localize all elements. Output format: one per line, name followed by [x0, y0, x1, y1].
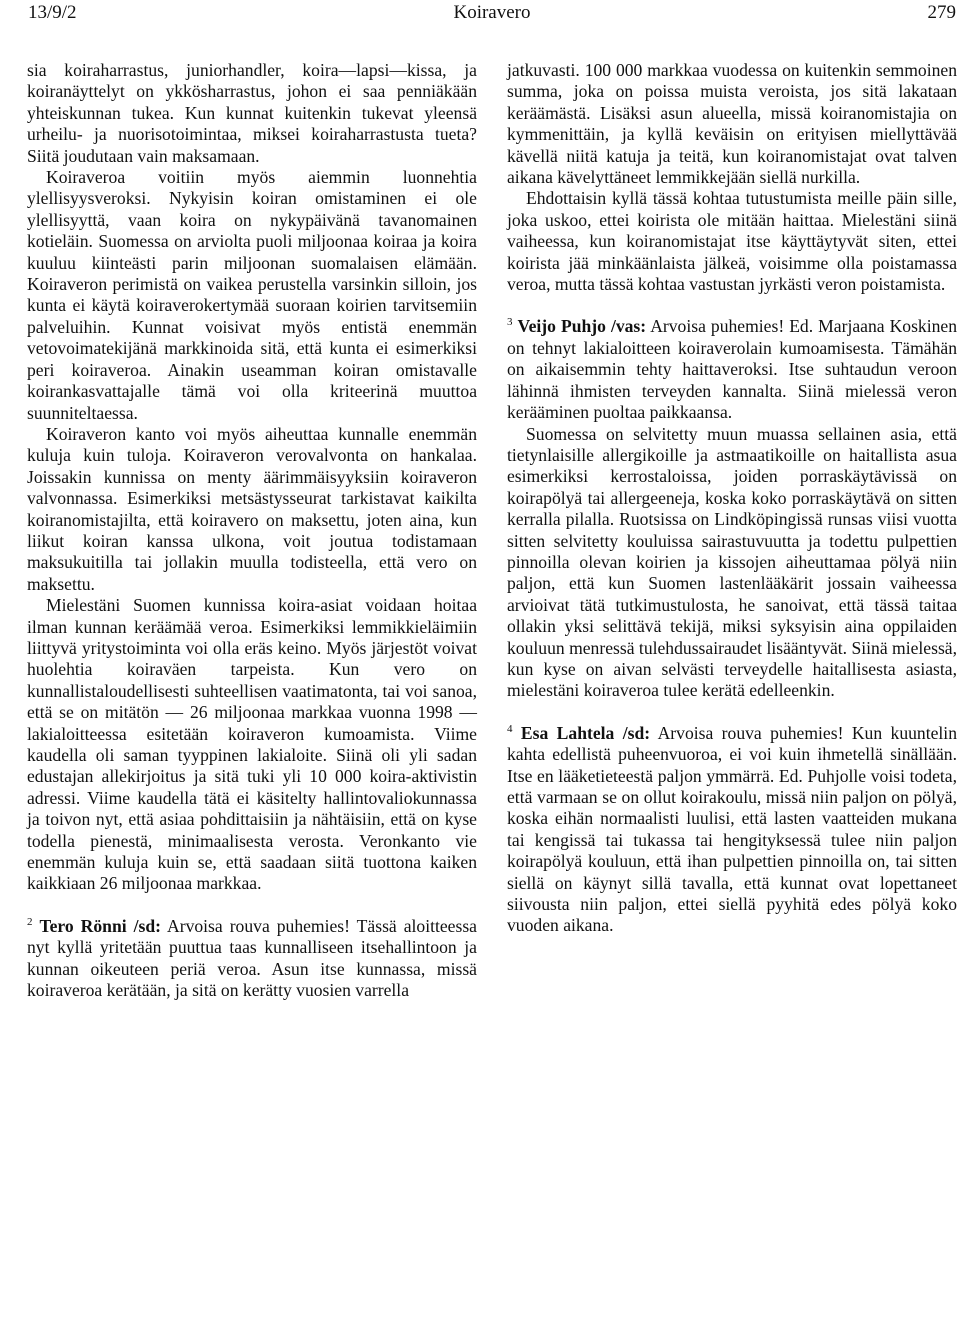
speaker-name: Esa Lahtela /sd: — [520, 722, 651, 743]
speech-number: 3 — [507, 316, 513, 329]
speaker-name: Veijo Puhjo /vas: — [517, 316, 647, 337]
speech-text: Arvoisa puhemies! Ed. Marjaana Koskinen on tehnyt lakialoitteen koiraverolain kumoamisesta. Tämähän on aikaisemmin tehty haittaveroksi. Itse suhtaudun veroon lähinnä ihmisten terveyden kannalta. Siinä mielessä veron kerääminen puoltaa paikkaansa. — [507, 316, 958, 423]
speech-number: 4 — [507, 722, 513, 735]
speech-entry — [507, 723, 957, 937]
speech-entry — [507, 316, 957, 423]
header-date: 13/9/2 — [28, 2, 77, 23]
speech-text: Arvoisa rouva puhemies! Kun kuuntelin kahta edellistä puheenvuoroa, ei voi kuin ihmetellä sinällään. Itse en lääketieteestä paljon ymmärrä. Ed. Puhjolle voisi todeta, että varmaan se on ollut koirakoulu, missä niin paljon on pölyä, koska eihän normaalisti luulisi, että lasten vaatteiden mukana tai kengissä tai tukassa tai hengityksessä tulee niin paljon koirapölyä kouluun, että ihan pulpettien pinnoilla on, tai sitten siellä on käynyt sillä tavalla, että kunnat ovat lopettaneet siivousta niin paljon, ettei siellä pyyhitä edes pölyä koko vuoden aikana. — [507, 722, 957, 936]
right-column — [507, 60, 957, 937]
paragraph: Koiraveron kanto voi myös aiheuttaa kunnalle enemmän kuluja kuin tuloja. Koiraveron verovalvonta on hankalaa. Joissakin kunnissa on menty äärimmäisyyksiin koiraveron valvonnassa. Esimerkiksi metsästysseurat tarkistavat kaikilta koiranomistajilta, että koiravero on maksettu, joten aina, kun liikut koiran kanssa ulkona, voit joutua todistamaan maksukuitilla tai jollakin muulla todisteella, että vero on maksettu. — [27, 423, 477, 594]
left-column — [27, 60, 477, 1001]
speaker-name: Tero Rönni /sd: — [39, 915, 161, 936]
paragraph: Mielestäni Suomen kunnissa koira-asiat voidaan hoitaa ilman kunnan keräämää veroa. Esimerkiksi lemmikkieläimiin liittyvä yritystoiminta voi olla eräs keino. Myös järjestöt voivat huolehtia koiraväen tarpeista. Kun vero on kunnallistaloudellisesti suhteellisen vaatimatonta, tai voi sanoa, että se on mitätön — 26 miljoonaa markkaa vuonna 1998 — lakialoitteessa esitetään koiraveron kumoamista. Viime kaudella oli saman tyyppinen lakialoite. Siinä oli yli sadan edustajan allekirjoitus ja sitä tuki yli 10 000 koira-aktivistin adressi. Viime kaudella tätä ei käsitelty hallintovaliokunnassa ja toivon nyt, että asiaa pohdittaisiin ja nähtäisiin, että on kyse todella pienestä, minimaalisesta verosta. Veronkanto vie enemmän kuluja kuin se, että saadaan siitä tuottona kaiken kaikkiaan 26 miljoonaa markkaa. — [27, 595, 477, 894]
running-header — [28, 2, 956, 30]
paragraph: sia koiraharrastus, juniorhandler, koira—lapsi—kissa, ja koiranäyttelyt on ykkösharrastus, johon ei saa penniäkään yhteiskunnan tukea. Kun kunnat kuitenkin tukevat yleensä urheilu- ja nuorisotoimintaa, miksei koiraharrastusta tueta? Siitä joudutaan vain maksamaan. — [27, 60, 477, 166]
speech-number: 2 — [27, 915, 33, 928]
paragraph: Suomessa on selvitetty muun muassa sellainen asia, että tietynlaisille allergikoille ja astmaatikoille on haitallista asua esimerkiksi kerrostaloissa, joiden porraskäytävissä on koirapölyä tai allergeeneja, koska koko porraskäytävä on sitten kerralla pilalla. Ruotsissa on Lindköpingissä runsas viisi vuotta sitten selvitetty kouluissa sairastuvuutta ja todettu pulpettien pinnoilla olevan koirien ja kissojen aiheuttamaa pölyä niin paljon, että kun Suomen lastenlääkärit jossain vaiheessa arvioivat tätä tutkimustulosta, he sanoivat, että tässä taitaa ollakin yksi selittävä tekijä, miksi syksyisin aina oppilaiden kouluun menressä tulehdussairaudet lisääntyvät. Siinä mielessä, kun kyse on aivan selvästi terveydelle haitallisesta asiasta, mielestäni koiraveroa tulee kerätä edelleenkin. — [507, 423, 958, 701]
paragraph: Koiraveroa voitiin myös aiemmin luonnehtia ylellisyysveroksi. Nykyisin koiran omistaminen ei ole ylellisyyttä, vaan koira on nykypäivänä tavanomainen kotieläin. Suomessa on arviolta puoli miljoonaa koiraa ja koira kuuluu kiinteästi parin miljoonan suomalaisen elämään. Koiraveron perimistä on vaikea perustella varsinkin silloin, jos kunta ei käytä koiraverokertymää suoraan koirien tarvitsemiin palveluihin. Kunnat voisivat myös entistä enemmän vetovoimatekijänä markkinoida sitä, että kunta ei esimerkiksi peri koiraveroa. Ainakin useamman koiran omistavalle koirankasvattajalle tämä voi olla kriteerinä muuttoa suunniteltaessa. — [27, 167, 477, 423]
speech-text: Arvoisa rouva puhemies! Tässä aloitteessa nyt kyllä yritetään puuttua taas kunnalliseen itsehallintoon ja kunnan oikeuteen periä veroa. Asun itse kunnassa, missä koiraveroa kerätään, ja sitä on kerätty vuosien varrella — [27, 915, 477, 1001]
paragraph: jatkuvasti. 100 000 markkaa vuodessa on kuitenkin semmoinen summa, joka on poissa muista veroista, jos sitä lakataan keräämästä. Lisäksi asun alueella, missä koiranomistajia on kymmenittäin, ja kyllä keväisin on erityisen miellyttävää kävellä niitä katuja ja teitä, kun koiranomistajat ovat talven aikana kävelyttäneet lemmikkejään siellä nurkilla. — [507, 60, 957, 188]
speech-entry — [27, 916, 477, 1002]
page-number: 279 — [927, 2, 956, 23]
paragraph: Ehdottaisin kyllä tässä kohtaa tutustumista meille päin sille, joka uskoo, ettei koirista ole mitään haittaa. Mielestäni siinä vaiheessa, kun koiranomistajat itse käyttäytyvät siten, ettei koirista jää minkäänlaista jälkeä, voisimme olla poistamassa veroa, mutta tässä kohtaa vastustan jyrkästi veron poistamista. — [507, 188, 957, 295]
header-title: Koiravero — [453, 2, 531, 23]
